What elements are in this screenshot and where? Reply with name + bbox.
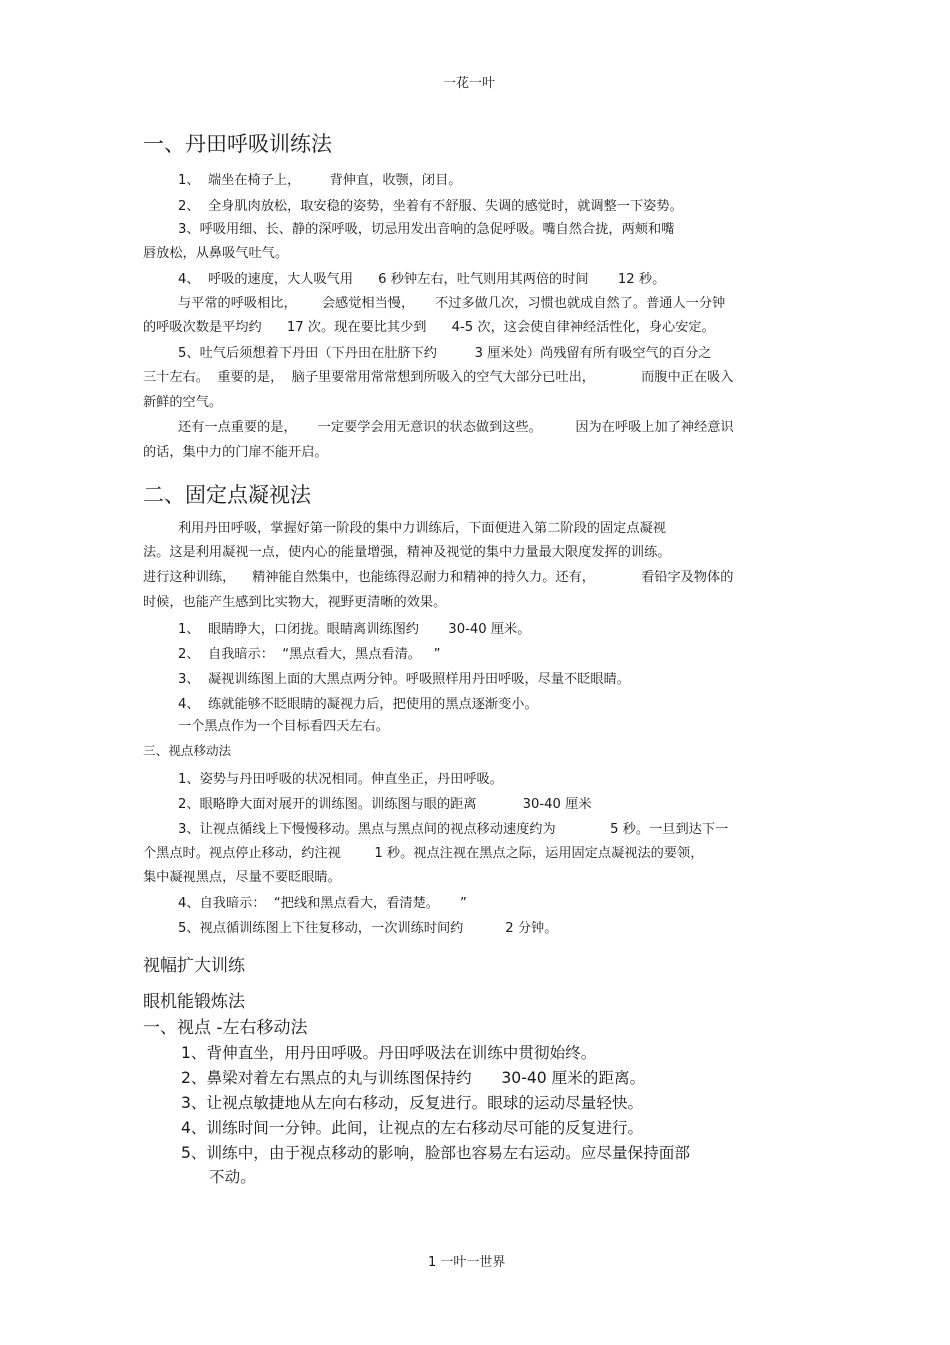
paragraph-line: 个黑点时。视点停止移动，约注视 1 秒。视点注视在黑点之际，运用固定点凝视法的要领， bbox=[143, 846, 704, 861]
list-item: 1、背伸直坐，用丹田呼吸。丹田呼吸法在训练中贯彻始终。 bbox=[181, 1044, 597, 1062]
paragraph-line: 5、视点循训练图上下往复移动，一次训练时间约 2 分钟。 bbox=[178, 921, 558, 936]
list-item: 5、训练中，由于视点移动的影响，脸部也容易左右运动。应尽量保持面部 bbox=[181, 1144, 690, 1162]
section-2-title: 二、固定点凝视法 bbox=[143, 483, 311, 507]
paragraph-line: 一个黑点作为一个目标看四天左右。 bbox=[178, 719, 389, 734]
section-1-title: 一、丹田呼吸训练法 bbox=[143, 132, 332, 156]
list-item: 2、鼻梁对着左右黑点的丸与训练图保持约 30-40 厘米的距离。 bbox=[181, 1069, 646, 1087]
paragraph-line: 集中凝视黑点，尽量不要眨眼睛。 bbox=[143, 870, 341, 885]
paragraph-line: 2、 全身肌肉放松，取安稳的姿势，坐着有不舒服、失调的感觉时，就调整一下姿势。 bbox=[178, 199, 683, 214]
paragraph-line: 1、 眼睛睁大，口闭拢。眼睛离训练图约 30-40 厘米。 bbox=[178, 622, 531, 637]
page-footer: 1 一叶一世界 bbox=[428, 1255, 506, 1270]
paragraph-line: 法。这是利用凝视一点，使内心的能量增强，精神及视觉的集中力量最大限度发挥的训练。 bbox=[143, 545, 671, 560]
list-item: 3、让视点敏捷地从左向右移动，反复进行。眼球的运动尽量轻快。 bbox=[181, 1094, 644, 1112]
section-4-subheading: 一、视点 -左右移动法 bbox=[143, 1018, 308, 1038]
section-4-title: 视幅扩大训练 bbox=[143, 956, 245, 976]
paragraph-line: 新鲜的空气。 bbox=[143, 395, 223, 410]
paragraph-line: 进行这种训练， 精神能自然集中，也能练得忍耐力和精神的持久力。还有， 看铅字及物体的 bbox=[143, 570, 734, 585]
paragraph-line: 时候，也能产生感到比实物大，视野更清晰的效果。 bbox=[143, 595, 447, 610]
list-item: 4、训练时间一分钟。此间，让视点的左右移动尽可能的反复进行。 bbox=[181, 1119, 644, 1137]
paragraph-line: 的呼吸次数是平均约 17 次。现在要比其少到 4-5 次，这会使自律神经活性化，身心安定。 bbox=[143, 320, 715, 335]
paragraph-line: 1、 端坐在椅子上， 背伸直，收颚，闭目。 bbox=[178, 173, 462, 188]
paragraph-line: 还有一点重要的是， 一定要学会用无意识的状态做到这些。 因为在呼吸上加了神经意识 bbox=[178, 420, 734, 435]
paragraph-line: 利用丹田呼吸，掌握好第一阶段的集中力训练后，下面便进入第二阶段的固定点凝视 bbox=[178, 521, 666, 536]
section-3-title: 三、视点移动法 bbox=[143, 743, 232, 758]
paragraph-line: 3、让视点循线上下慢慢移动。黑点与黑点间的视点移动速度约为 5 秒。一旦到达下一 bbox=[178, 822, 729, 837]
list-item: 不动。 bbox=[209, 1168, 256, 1186]
paragraph-line: 2、 自我暗示： “黑点看大，黑点看清。 ” bbox=[178, 647, 441, 662]
paragraph-line: 4、 练就能够不眨眼睛的凝视力后，把使用的黑点逐渐变小。 bbox=[178, 697, 538, 712]
paragraph-line: 5、吐气后须想着下丹田（下丹田在肚脐下约 3 厘米处）尚残留有所有吸空气的百分之 bbox=[178, 346, 712, 361]
paragraph-line: 1、姿势与丹田呼吸的状况相同。伸直坐正，丹田呼吸。 bbox=[178, 772, 503, 787]
paragraph-line: 三十左右。 重要的是， 脑子里要常用常常想到所吸入的空气大部分已吐出， 而腹中正在吸入 bbox=[143, 370, 734, 385]
paragraph-line: 唇放松，从鼻吸气吐气。 bbox=[143, 246, 289, 261]
paragraph-line: 2、眼略睁大面对展开的训练图。训练图与眼的距离 30-40 厘米 bbox=[178, 797, 592, 812]
paragraph-line: 与平常的呼吸相比， 会感觉相当慢， 不过多做几次，习惯也就成自然了。普通人一分钟 bbox=[178, 296, 726, 311]
paragraph-line: 3、呼吸用细、长、静的深呼吸，切忌用发出音响的急促呼吸。嘴自然合拢，两颊和嘴 bbox=[178, 222, 675, 237]
section-4-subtitle: 眼机能锻炼法 bbox=[143, 992, 245, 1012]
paragraph-line: 的话，集中力的门扉不能开启。 bbox=[143, 445, 328, 460]
page-header: 一花一叶 bbox=[443, 76, 496, 91]
paragraph-line: 4、 呼吸的速度，大人吸气用 6 秒钟左右，吐气则用其两倍的时间 12 秒。 bbox=[178, 272, 666, 287]
paragraph-line: 4、自我暗示： “把线和黑点看大，看清楚。 ” bbox=[178, 896, 467, 911]
paragraph-line: 3、 凝视训练图上面的大黑点两分钟。呼吸照样用丹田呼吸，尽量不眨眼睛。 bbox=[178, 672, 630, 687]
